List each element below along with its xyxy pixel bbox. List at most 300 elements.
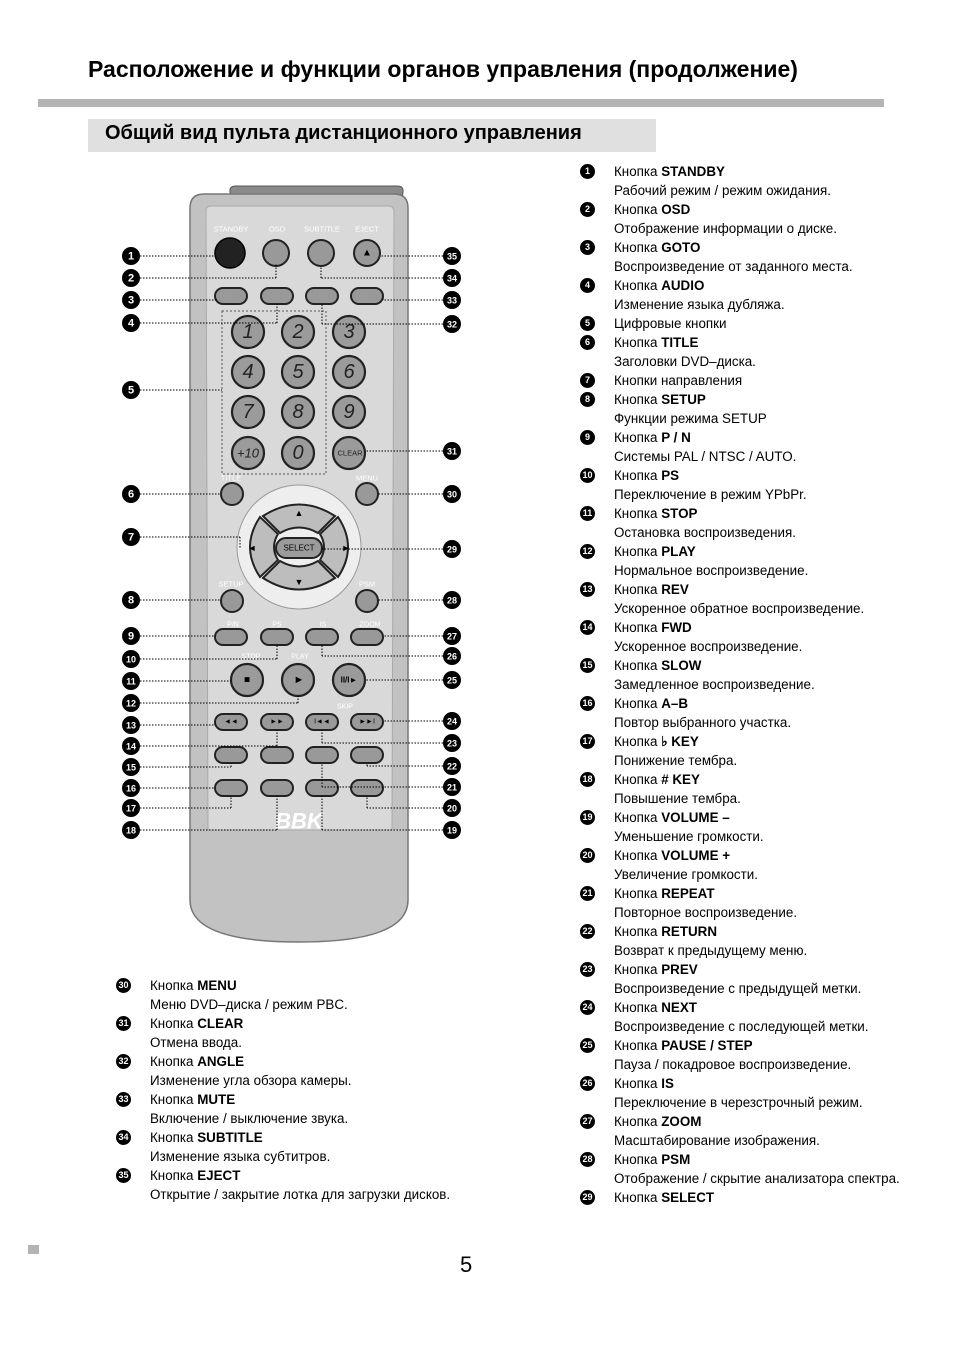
legend-prefix: Кнопка — [614, 658, 662, 673]
callout-number: 21 — [446, 782, 458, 793]
legend-key: ANGLE — [197, 1054, 245, 1069]
legend-item-30 — [116, 976, 450, 1014]
legend-button-name — [614, 238, 900, 257]
legend-number-badge: 9 — [580, 430, 595, 445]
callout-number: 4 — [127, 317, 135, 330]
legend-prefix: Кнопка — [614, 848, 662, 863]
legend-number-badge: 13 — [580, 582, 595, 597]
is-label: IS — [319, 621, 327, 629]
legend-key: SLOW — [661, 658, 702, 673]
page-number: 5 — [460, 1252, 473, 1277]
legend-prefix: Кнопка — [614, 335, 662, 350]
legend-description: Понижение тембра. — [614, 753, 738, 768]
legend-item-3 — [580, 238, 900, 276]
legend-description: Воспроизведение с последующей метки. — [614, 1019, 869, 1034]
legend-button-name — [614, 694, 900, 713]
legend-number-badge: 21 — [580, 886, 595, 901]
callout-number: 2 — [127, 272, 135, 285]
digit-label: +10 — [236, 445, 260, 461]
func-button — [306, 780, 338, 796]
callout-number: 35 — [446, 251, 458, 262]
legend-button-name — [614, 371, 900, 390]
callout-number: 16 — [125, 783, 137, 794]
callout-number: 26 — [446, 651, 458, 662]
legend-prefix: Кнопка — [614, 430, 662, 445]
pn-button — [215, 629, 247, 645]
legend-item-29 — [580, 1188, 900, 1207]
pn-label: P/N — [227, 621, 239, 629]
legend-number-badge: 27 — [580, 1114, 595, 1129]
clear-label: CLEAR — [337, 448, 363, 458]
legend-item-20 — [580, 846, 900, 884]
callout-number: 34 — [446, 273, 458, 284]
legend-key: ZOOM — [661, 1114, 702, 1129]
legend-item-18 — [580, 770, 900, 808]
legend-button-name — [614, 1074, 900, 1093]
legend-number-badge: 6 — [580, 335, 595, 350]
legend-key: SELECT — [661, 1190, 715, 1205]
nav-up-icon: ▲ — [294, 508, 304, 518]
legend-prefix: Кнопка — [614, 544, 662, 559]
callout-number: 14 — [125, 741, 137, 752]
legend-key: PLAY — [661, 544, 696, 559]
legend-button-name — [614, 466, 900, 485]
callout-number: 23 — [446, 738, 458, 749]
legend-description: Отмена ввода. — [150, 1035, 242, 1050]
legend-description: Повышение тембра. — [614, 791, 741, 806]
stop-label: STOP — [241, 653, 261, 661]
nav-down-icon: ▼ — [294, 577, 304, 587]
legend-description: Изменение языка субтитров. — [150, 1149, 331, 1164]
legend-description: Остановка воспроизведения. — [614, 525, 796, 540]
legend-prefix: Кнопка — [614, 240, 662, 255]
fwd-icon: ►► — [270, 718, 284, 726]
legend-description: Отображение / скрытие анализатора спектра. — [614, 1171, 900, 1186]
legend-prefix: Кнопка — [150, 978, 198, 993]
callout-number: 31 — [446, 446, 458, 457]
legend-item-11 — [580, 504, 900, 542]
legend-item-19 — [580, 808, 900, 846]
zoom-label: ZOOM — [359, 621, 381, 629]
legend-description: Отображение информации о диске. — [614, 221, 837, 236]
callout-number: 27 — [446, 631, 458, 642]
legend-prefix: Кнопка — [614, 392, 662, 407]
digit-label: 3 — [343, 321, 355, 343]
legend-key: IS — [661, 1076, 674, 1091]
legend-item-9 — [580, 428, 900, 466]
ps-label: PS — [272, 621, 282, 629]
osd-button — [263, 240, 289, 266]
legend-prefix: Кнопка — [614, 620, 662, 635]
eject-label: EJECT — [355, 224, 379, 234]
legend-number-badge: 20 — [580, 848, 595, 863]
legend-prefix: Кнопка — [614, 696, 662, 711]
legend-number-badge: 19 — [580, 810, 595, 825]
callout-number: 22 — [446, 761, 458, 772]
psm-button — [356, 590, 378, 612]
callout-number: 7 — [127, 531, 135, 544]
legend-item-25 — [580, 1036, 900, 1074]
step-icon: II/I► — [340, 675, 358, 685]
legend-key: VOLUME – — [661, 810, 730, 825]
legend-item-26 — [580, 1074, 900, 1112]
callout-number: 12 — [125, 698, 137, 709]
legend-description: Замедленное воспроизведение. — [614, 677, 815, 692]
legend-description: Изменение языка дубляжа. — [614, 297, 785, 312]
legend-button-name — [614, 770, 900, 789]
audio-button — [261, 288, 293, 304]
legend-description: Повтор выбранного участка. — [614, 715, 792, 730]
legend-key: NEXT — [661, 1000, 697, 1015]
legend-button-name — [614, 1036, 900, 1055]
rev-icon: ◄◄ — [224, 718, 238, 726]
digit-label: 5 — [292, 361, 304, 383]
legend-item-4 — [580, 276, 900, 314]
legend-key: REV — [661, 582, 689, 597]
legend-item-13 — [580, 580, 900, 618]
callout-number: 25 — [446, 675, 458, 686]
legend-key: STOP — [661, 506, 698, 521]
prev-icon: I◄◄ — [314, 718, 330, 726]
legend-button-name — [614, 428, 900, 447]
callout-number: 10 — [125, 654, 137, 665]
legend-prefix: Кнопка — [614, 1038, 662, 1053]
callout-number: 28 — [446, 595, 458, 606]
legend-number-badge: 35 — [116, 1168, 131, 1183]
legend-number-badge: 4 — [580, 278, 595, 293]
legend-prefix: Кнопка — [614, 582, 662, 597]
legend-description: Увеличение громкости. — [614, 867, 758, 882]
legend-number-badge: 14 — [580, 620, 595, 635]
play-icon: ► — [293, 674, 305, 686]
legend-key: OSD — [661, 202, 691, 217]
callout-number: 8 — [127, 594, 135, 607]
corner-mark — [28, 1245, 39, 1254]
setup-label: SETUP — [218, 579, 244, 589]
legend-number-badge: 16 — [580, 696, 595, 711]
legend-key: # KEY — [661, 772, 700, 787]
legend-prefix: Кнопка — [150, 1130, 198, 1145]
legend-prefix: Цифровые кнопки — [614, 316, 727, 331]
legend-button-name — [614, 314, 900, 333]
legend-key: PS — [661, 468, 680, 483]
legend-prefix: Кнопка — [614, 734, 662, 749]
subtitle-label: SUBTITLE — [304, 224, 340, 234]
legend-item-5 — [580, 314, 900, 333]
legend-description: Заголовки DVD–диска. — [614, 354, 756, 369]
callout-number: 30 — [446, 489, 458, 500]
legend-number-badge: 12 — [580, 544, 595, 559]
legend-item-17 — [580, 732, 900, 770]
title-button — [221, 483, 243, 505]
legend-prefix: Кнопка — [614, 1076, 662, 1091]
digit-label: 0 — [292, 442, 304, 464]
legend-description: Масштабирование изображения. — [614, 1133, 820, 1148]
play-label: PLAY — [291, 653, 309, 661]
legend-prefix: Кнопка — [150, 1168, 198, 1183]
legend-item-12 — [580, 542, 900, 580]
legend-key: GOTO — [661, 240, 701, 255]
legend-item-35 — [116, 1166, 450, 1204]
legend-number-badge: 2 — [580, 202, 595, 217]
legend-key: PREV — [661, 962, 698, 977]
legend-number-badge: 3 — [580, 240, 595, 255]
section-title: Общий вид пульта дистанционного управления — [105, 122, 582, 144]
setup-button — [221, 590, 243, 612]
legend-item-16 — [580, 694, 900, 732]
legend-item-10 — [580, 466, 900, 504]
legend-number-badge: 10 — [580, 468, 595, 483]
eject-icon: ▲ — [362, 247, 372, 259]
legend-number-badge: 34 — [116, 1130, 131, 1145]
legend-description: Изменение угла обзора камеры. — [150, 1073, 352, 1088]
digit-label: 7 — [242, 401, 254, 423]
digit-label: 6 — [343, 361, 355, 383]
legend-item-33 — [116, 1090, 450, 1128]
nav-right-icon: ► — [341, 543, 351, 553]
legend-item-23 — [580, 960, 900, 998]
legend-description: Переключение в режим YPbPr. — [614, 487, 807, 502]
func-button — [215, 747, 247, 763]
legend-button-name — [614, 276, 900, 295]
legend-description: Нормальное воспроизведение. — [614, 563, 809, 578]
legend-button-name — [150, 1052, 450, 1071]
legend-item-15 — [580, 656, 900, 694]
legend-button-name — [614, 1188, 900, 1207]
legend-item-27 — [580, 1112, 900, 1150]
standby-label: STANDBY — [213, 224, 249, 234]
legend-prefix: Кнопка — [614, 886, 662, 901]
legend-number-badge: 17 — [580, 734, 595, 749]
legend-key: SETUP — [661, 392, 706, 407]
callout-number: 13 — [125, 720, 137, 731]
callout-number: 29 — [446, 544, 458, 555]
osd-label: OSD — [268, 224, 286, 234]
legend-description: Открытие / закрытие лотка для загрузки дисков. — [150, 1187, 451, 1202]
digit-label: 2 — [292, 321, 304, 343]
legend-key: REPEAT — [661, 886, 715, 901]
callout-number: 17 — [125, 803, 137, 814]
legend-item-1 — [580, 162, 900, 200]
legend-item-8 — [580, 390, 900, 428]
callout-number: 9 — [127, 630, 135, 643]
next-icon: ►►I — [359, 718, 375, 726]
legend-button-name — [150, 1090, 450, 1109]
legend-prefix: Кнопки направления — [614, 373, 743, 388]
legend-description: Пауза / покадровое воспроизведение. — [614, 1057, 852, 1072]
legend-prefix: Кнопка — [614, 1114, 662, 1129]
func-button — [351, 747, 383, 763]
callout-number: 3 — [127, 294, 135, 307]
legend-description: Включение / выключение звука. — [150, 1111, 349, 1126]
menu-button — [356, 483, 378, 505]
legend-description: Функции режима SETUP — [614, 411, 767, 426]
legend-button-name — [614, 922, 900, 941]
legend-description: Рабочий режим / режим ожидания. — [614, 183, 831, 198]
legend-item-28 — [580, 1150, 900, 1188]
legend-number-badge: 32 — [116, 1054, 131, 1069]
callout-number: 33 — [446, 295, 458, 306]
legend-button-name — [614, 656, 900, 675]
legend-prefix: Кнопка — [614, 468, 662, 483]
legend-number-badge: 18 — [580, 772, 595, 787]
legend-button-name — [614, 1112, 900, 1131]
legend-description: Возврат к предыдущему меню. — [614, 943, 808, 958]
func-button — [306, 747, 338, 763]
legend-button-name — [614, 542, 900, 561]
legend-prefix: Кнопка — [614, 506, 662, 521]
legend-button-name — [614, 1150, 900, 1169]
digit-label: 8 — [292, 401, 304, 423]
goto-button — [215, 288, 247, 304]
legend-button-name — [614, 960, 900, 979]
legend-description: Меню DVD–диска / режим PBC. — [150, 997, 348, 1012]
legend-key: VOLUME + — [661, 848, 731, 863]
legend-description: Воспроизведение с предыдущей метки. — [614, 981, 862, 996]
mute-button — [351, 288, 383, 304]
legend-button-name — [150, 1166, 450, 1185]
legend-button-name — [614, 998, 900, 1017]
standby-button — [215, 238, 245, 268]
legend-description: Переключение в черезстрочный режим. — [614, 1095, 863, 1110]
legend-prefix: Кнопка — [614, 810, 662, 825]
legend-key: A–B — [661, 696, 689, 711]
legend-button-name — [614, 884, 900, 903]
legend-item-32 — [116, 1052, 450, 1090]
legend-item-24 — [580, 998, 900, 1036]
angle-button — [306, 288, 338, 304]
digit-label: 9 — [343, 401, 355, 423]
legend-key: TITLE — [661, 335, 699, 350]
func-button — [351, 780, 383, 796]
psm-label: PSM — [358, 579, 376, 589]
digit-label: 4 — [242, 361, 254, 383]
legend-prefix: Кнопка — [614, 1000, 662, 1015]
legend-number-badge: 28 — [580, 1152, 595, 1167]
ps-button — [261, 629, 293, 645]
legend-prefix: Кнопка — [614, 202, 662, 217]
legend-item-2 — [580, 200, 900, 238]
legend-right — [580, 162, 900, 1207]
legend-description: Системы PAL / NTSC / AUTO. — [614, 449, 797, 464]
legend-item-6 — [580, 333, 900, 371]
legend-description: Ускоренное обратное воспроизведение. — [614, 601, 865, 616]
legend-prefix: Кнопка — [614, 164, 662, 179]
legend-description: Ускоренное воспроизведение. — [614, 639, 803, 654]
legend-key: CLEAR — [197, 1016, 244, 1031]
callout-number: 1 — [127, 250, 135, 263]
legend-prefix: Кнопка — [150, 1054, 198, 1069]
legend-number-badge: 11 — [580, 506, 595, 521]
zoom-button — [351, 629, 383, 645]
legend-button-name — [614, 504, 900, 523]
legend-key: EJECT — [197, 1168, 241, 1183]
legend-number-badge: 26 — [580, 1076, 595, 1091]
legend-button-name — [614, 390, 900, 409]
legend-item-22 — [580, 922, 900, 960]
stop-icon: ■ — [243, 674, 251, 686]
legend-key: PSM — [661, 1152, 691, 1167]
legend-number-badge: 7 — [580, 373, 595, 388]
legend-prefix: Кнопка — [614, 924, 662, 939]
legend-number-badge: 24 — [580, 1000, 595, 1015]
legend-key: ♭ KEY — [661, 734, 699, 749]
legend-number-badge: 1 — [580, 164, 595, 179]
subtitle-button — [308, 240, 334, 266]
legend-key: P / N — [661, 430, 691, 445]
legend-key: RETURN — [661, 924, 718, 939]
callout-number: 19 — [446, 825, 458, 836]
callout-number: 6 — [127, 488, 135, 501]
legend-key: STANDBY — [661, 164, 725, 179]
legend-button-name — [614, 808, 900, 827]
legend-prefix: Кнопка — [150, 1092, 198, 1107]
legend-item-31 — [116, 1014, 450, 1052]
callout-number: 32 — [446, 319, 458, 330]
legend-key: AUDIO — [661, 278, 705, 293]
page-title: Расположение и функции органов управления (продолжение) — [88, 56, 798, 82]
legend-button-name — [614, 162, 900, 181]
legend-number-badge: 30 — [116, 978, 131, 993]
legend-button-name — [150, 976, 450, 995]
legend-key: SUBTITLE — [197, 1130, 263, 1145]
select-label: SELECT — [283, 543, 315, 553]
legend-left — [116, 976, 450, 1204]
legend-prefix: Кнопка — [614, 278, 662, 293]
legend-button-name — [614, 846, 900, 865]
callout-number: 18 — [125, 825, 137, 836]
legend-number-badge: 8 — [580, 392, 595, 407]
digit-label: 1 — [242, 321, 254, 343]
brand-logo: BBK — [275, 808, 323, 834]
legend-prefix: Кнопка — [614, 1152, 662, 1167]
legend-prefix: Кнопка — [614, 1190, 662, 1205]
nav-left-icon: ◄ — [247, 543, 257, 553]
legend-button-name — [614, 618, 900, 637]
legend-prefix: Кнопка — [150, 1016, 198, 1031]
legend-key: MUTE — [197, 1092, 236, 1107]
legend-number-badge: 29 — [580, 1190, 595, 1205]
legend-description: Повторное воспроизведение. — [614, 905, 798, 920]
callout-number: 5 — [127, 384, 135, 397]
legend-item-34 — [116, 1128, 450, 1166]
legend-description: Уменьшение громкости. — [614, 829, 764, 844]
legend-item-14 — [580, 618, 900, 656]
func-button — [261, 780, 293, 796]
legend-number-badge: 33 — [116, 1092, 131, 1107]
legend-key: MENU — [197, 978, 237, 993]
skip-label: SKIP — [337, 703, 353, 711]
legend-item-21 — [580, 884, 900, 922]
legend-number-badge: 5 — [580, 316, 595, 331]
legend-button-name — [614, 580, 900, 599]
func-button — [261, 747, 293, 763]
legend-prefix: Кнопка — [614, 962, 662, 977]
legend-button-name — [150, 1014, 450, 1033]
legend-number-badge: 31 — [116, 1016, 131, 1031]
legend-item-7 — [580, 371, 900, 390]
legend-key: PAUSE / STEP — [661, 1038, 753, 1053]
legend-number-badge: 22 — [580, 924, 595, 939]
callout-number: 15 — [125, 762, 137, 773]
legend-button-name — [614, 333, 900, 352]
legend-button-name — [614, 732, 900, 751]
legend-key: FWD — [661, 620, 692, 635]
legend-number-badge: 25 — [580, 1038, 595, 1053]
legend-prefix: Кнопка — [614, 772, 662, 787]
title-label: TITLE — [220, 473, 242, 483]
legend-description: Воспроизведение от заданного места. — [614, 259, 853, 274]
